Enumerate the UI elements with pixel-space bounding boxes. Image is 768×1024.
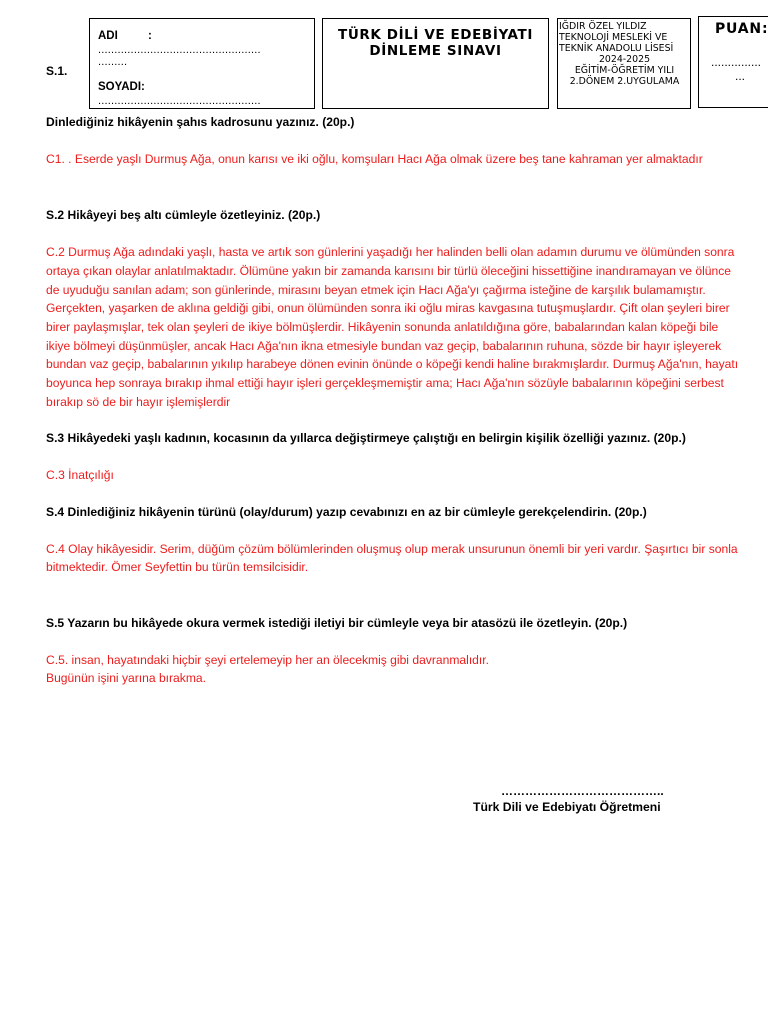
answer-1: C1. . Eserde yaşlı Durmuş Ağa, onun karısı ve iki oğlu, komşuları Hacı Ağa olmak üzere beş tane kahraman yer almaktadır — [46, 151, 703, 166]
exam-content — [46, 112, 746, 688]
school-line-5: EĞİTİM-ÖĞRETİM YILI — [574, 65, 675, 76]
exam-title-line-2: DİNLEME SINAVI — [369, 43, 502, 59]
school-line-2: TEKNOLOJİ MESLEKİ VE — [559, 32, 668, 43]
answer-5-line-2: Bugünün işini yarına bırakma. — [46, 671, 206, 686]
name-dots-line-2: ......... — [98, 56, 128, 68]
school-line-4: 2024-2025 — [598, 54, 651, 65]
question-2: S.2 Hikâyeyi beş altı cümleyle özetleyiniz. (20p.) — [46, 208, 321, 223]
exam-title-line-1: TÜRK DİLİ VE EDEBİYATI — [338, 27, 533, 43]
score-dots: ............... ... — [711, 55, 762, 83]
score-box — [698, 16, 768, 108]
school-line-3: TEKNİK ANADOLU LİSESİ — [559, 43, 674, 54]
name-colon: : — [148, 30, 152, 42]
answer-5: C.5. insan, hayatındaki hiçbir şeyi ertelemeyip her an ölecekmiş gibi davranmalıdır. — [46, 652, 489, 667]
surname-dots: .................................................. — [98, 95, 261, 107]
question-5: S.5 Yazarın bu hikâyede okura vermek istediği iletiyi bir cümleyle veya bir atasözü ile özetleyin. (20p.) — [46, 615, 628, 630]
answer-3: C.3 İnatçılığı — [46, 468, 114, 483]
signature-line: ………………………………….. — [501, 784, 664, 798]
student-info-box — [89, 18, 315, 109]
school-line-1: IĞDIR ÖZEL YILDIZ — [559, 21, 647, 32]
answer-2: C.2 Durmuş Ağa adındaki yaşlı, hasta ve artık son günlerini yaşadığı her halinden belli olan adamın durumu ve ölümünden sonra ortaya çıkan olaylar anlatılmaktadır. Ölümüne yakın bir zamanda karısını bir türlü öleceğini hissettiğine inandıramayan ve ölünce de uyuduğu sanılan adam; son günlerinde, mirasını beyan etmek için Hacı Ağa'yı çağırma isteğine de karşılık bulamamıştır. Gerçekten, yaşarken de aklına geldiği gibi, onun ölümünden sonra iki oğlu miras kavgasına tutuşmuşlardır. Çift olan şeyleri birer birer paylaşmışlar, tek olan şeyleri de ikiye bölmüşlerdir. Hikâyenin sonunda anlatıldığına göre, babalarından kalan köpeği bile ikiye bölmeyi düşünmüşler, ancak Hacı Ağa'nın ikna etmesiyle bundan vaz geçip, babalarının ruhuna, sözde bir hayır işleyerek bundan vaz geçip, babalarının yıkılıp harabeye dönen evinin önünde o köpeği kendi haline bırakmışlardır. Durmuş Ağa'nın, hayatı boyunca hep sonraya bırakıp ihmal ettiği hayır işleri gerçekleşmemiştir ama; Hacı Ağa'nın sözüyle babalarının köpeğini serbest bırakıp sö de bir hayır işlemişlerdir — [46, 245, 739, 409]
score-label: PUAN: — [715, 21, 768, 37]
question-4: S.4 Dinlediğiniz hikâyenin türünü (olay/durum) yazıp cevabınızı en az bir cümleyle gerekçelendirin. (20p.) — [46, 504, 647, 519]
school-info-box — [557, 18, 691, 109]
name-label: ADI — [98, 30, 118, 42]
question-1: Dinlediğiniz hikâyenin şahıs kadrosunu yazınız. (20p.) — [46, 115, 355, 129]
question-number-label: S.1. — [46, 64, 68, 78]
question-3: S.3 Hikâyedeki yaşlı kadının, kocasının da yıllarca değiştirmeye çalıştığı en belirgin kişilik özelliği yazınız. (20p.) — [46, 431, 686, 446]
school-line-6: 2.DÖNEM 2.UYGULAMA — [569, 76, 680, 87]
teacher-title: Türk Dili ve Edebiyatı Öğretmeni — [473, 800, 661, 814]
exam-title-box — [322, 18, 549, 109]
answer-4: C.4 Olay hikâyesidir. Serim, düğüm çözüm bölümlerinden oluşmuş olup merak unsurunun önemli bir yeri vardır. Şaşırtıcı bir sonla bitmektedir. Ömer Seyfettin bu türün temsilcisidir. — [46, 541, 738, 575]
name-dots-line-1: .................................................. — [98, 44, 261, 56]
surname-label: SOYADI: — [98, 81, 145, 93]
